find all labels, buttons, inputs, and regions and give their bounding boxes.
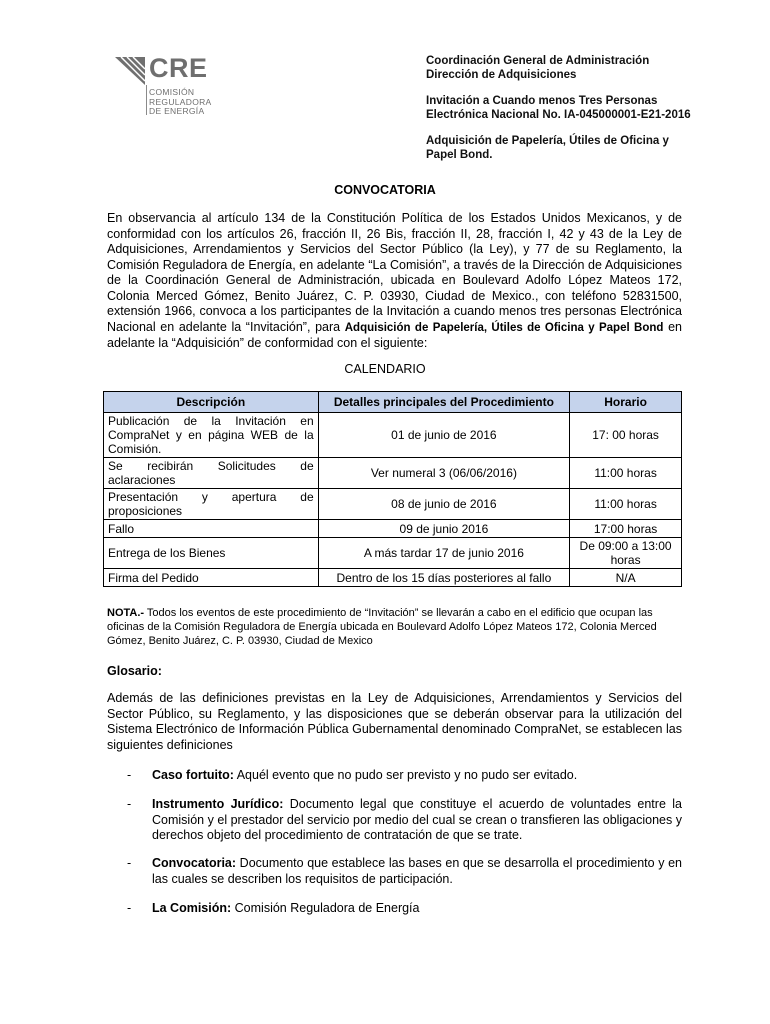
intro-paragraph (107, 211, 682, 352)
header-subject-2: Papel Bond. (426, 148, 493, 161)
definition-term: Instrumento Jurídico: (152, 797, 284, 811)
table-row (104, 520, 682, 538)
row-detail: 09 de junio 2016 (318, 520, 570, 538)
column-header-description: Descripción (104, 392, 319, 413)
definition-item (127, 768, 682, 784)
list-bullet: - (127, 856, 132, 870)
document-header (426, 55, 726, 175)
row-detail: 08 de junio de 2016 (318, 489, 570, 520)
row-detail: Ver numeral 3 (06/06/2016) (318, 458, 570, 489)
calendar-title: CALENDARIO (344, 362, 426, 376)
row-time: 11:00 horas (570, 458, 682, 489)
definition-item (127, 901, 682, 917)
calendar-table (103, 391, 682, 587)
row-time: 17: 00 horas (570, 413, 682, 458)
list-bullet: - (127, 797, 132, 811)
header-direction: Dirección de Adquisiciones (426, 68, 577, 81)
table-row (104, 538, 682, 569)
intro-tail: en adelante la “Adquisición” de conformidad con el siguiente: (107, 319, 682, 350)
row-description-text: Publicación de la Invitación en CompraNet y en página WEB de la Comisión. (108, 414, 314, 456)
logo-subtitle (149, 88, 212, 117)
intro-bold-subject: Adquisición de Papelería, Útiles de Oficina y Papel Bond (344, 321, 664, 334)
definition-term: Convocatoria: (152, 856, 237, 870)
intro-text: En observancia al artículo 134 de la Constitución Política de los Estados Unidos Mexicanos, y de conformidad con los artículos 26, fracción II, 26 Bis, fracción II, 28, fracción I, 42 y 43 de la Ley de Adquisiciones, Arrendamientos y Servicios del Sector Público (la Ley), y 77 de su Reglamento, la Comisión Reguladora de Energía, en adelante “La Comisión”, a través de la Dirección de Adquisiciones de la Coordinación General de Administración, ubicada en Boulevard Adolfo López Mateos 172, Colonia Merced Gómez, Benito Juárez, C. P. 03930, Ciudad de Mexico., con teléfono 52831500, extensión 1966, convoca a los participantes de la Invitación a cuando menos tres personas Electrónica Nacional en adelante la “Invitación”, para (107, 211, 682, 334)
cre-logo (115, 55, 225, 125)
row-description (104, 413, 319, 458)
note-paragraph (107, 606, 682, 648)
row-description (104, 489, 319, 520)
row-time: N/A (570, 569, 682, 587)
column-header-schedule: Horario (570, 392, 682, 413)
table-row (104, 458, 682, 489)
header-invitation: Invitación a Cuando menos Tres Personas (426, 95, 658, 107)
row-description (104, 458, 319, 489)
definition-term: Caso fortuito: (152, 768, 234, 782)
row-description: Entrega de los Bienes (104, 538, 319, 569)
header-coordination: Coordinación General de Administración (426, 55, 650, 67)
row-description-text: Presentación y apertura de proposiciones (108, 490, 314, 518)
logo-sub-line-1: COMISIÓN (149, 87, 195, 97)
logo-sub-line-3: DE ENERGÍA (149, 106, 205, 116)
list-bullet: - (127, 901, 132, 915)
row-detail: Dentro de los 15 días posteriores al fallo (318, 569, 570, 587)
definition-item (127, 856, 682, 887)
table-row (104, 489, 682, 520)
row-detail: A más tardar 17 de junio 2016 (318, 538, 570, 569)
calendar-header-row (104, 392, 682, 413)
logo-divider (146, 85, 147, 115)
row-description-text: Se recibirán Solicitudes de aclaraciones (108, 459, 314, 487)
table-row (104, 569, 682, 587)
definition-text: Documento que establece las bases en que se desarrolla el procedimiento y en las cuales se describen los requisitos de participación. (152, 856, 682, 886)
glossary-intro: Además de las definiciones previstas en la Ley de Adquisiciones, Arrendamientos y Servicios del Sector Público, su Reglamento, y las disposiciones que se deberán observar para la utilización del Sistema Electrónico de Información Pública Gubernamental denominado CompraNet, se establecen las siguientes definiciones (107, 691, 682, 752)
logo-sub-line-2: REGULADORA (149, 96, 212, 107)
table-row (104, 413, 682, 458)
note-label: NOTA.- (107, 607, 145, 619)
row-time: 17:00 horas (570, 520, 682, 538)
definition-item (127, 797, 682, 844)
row-description: Fallo (104, 520, 319, 538)
logo-text: CRE (149, 53, 208, 83)
logo-mark-icon (115, 55, 147, 87)
definition-term: La Comisión: (152, 901, 232, 915)
list-bullet: - (127, 768, 132, 782)
column-header-details: Detalles principales del Procedimiento (318, 392, 570, 413)
row-time: De 09:00 a 13:00 horas (570, 538, 682, 569)
row-time: 11:00 horas (570, 489, 682, 520)
header-invitation-number: Electrónica Nacional No. IA-045000001-E21-2016 (426, 108, 691, 121)
note-text: Todos los eventos de este procedimiento de “Invitación” se llevarán a cabo en el edificio que ocupan las oficinas de la Comisión Reguladora de Energía ubicada en Boulevard Adolfo López Mateos 172, Colonia Merced Gómez, Benito Juárez, C. P. 03930, Ciudad de Mexico (107, 607, 657, 647)
definition-text: Aquél evento que no pudo ser previsto y no pudo ser evitado. (233, 768, 578, 782)
document-title: CONVOCATORIA (334, 183, 436, 197)
definition-text: Comisión Reguladora de Energía (231, 901, 420, 915)
glossary-heading: Glosario: (107, 664, 162, 678)
definition-text: Documento legal que constituye el acuerdo de voluntades entre la Comisión y el prestador del servicio por medio del cual se crean o transfieren las obligaciones y derechos objeto del procedimiento de contratación de que se trate. (152, 797, 682, 842)
row-detail: 01 de junio de 2016 (318, 413, 570, 458)
header-subject-1: Adquisición de Papelería, Útiles de Oficina y (426, 135, 669, 147)
row-description: Firma del Pedido (104, 569, 319, 587)
